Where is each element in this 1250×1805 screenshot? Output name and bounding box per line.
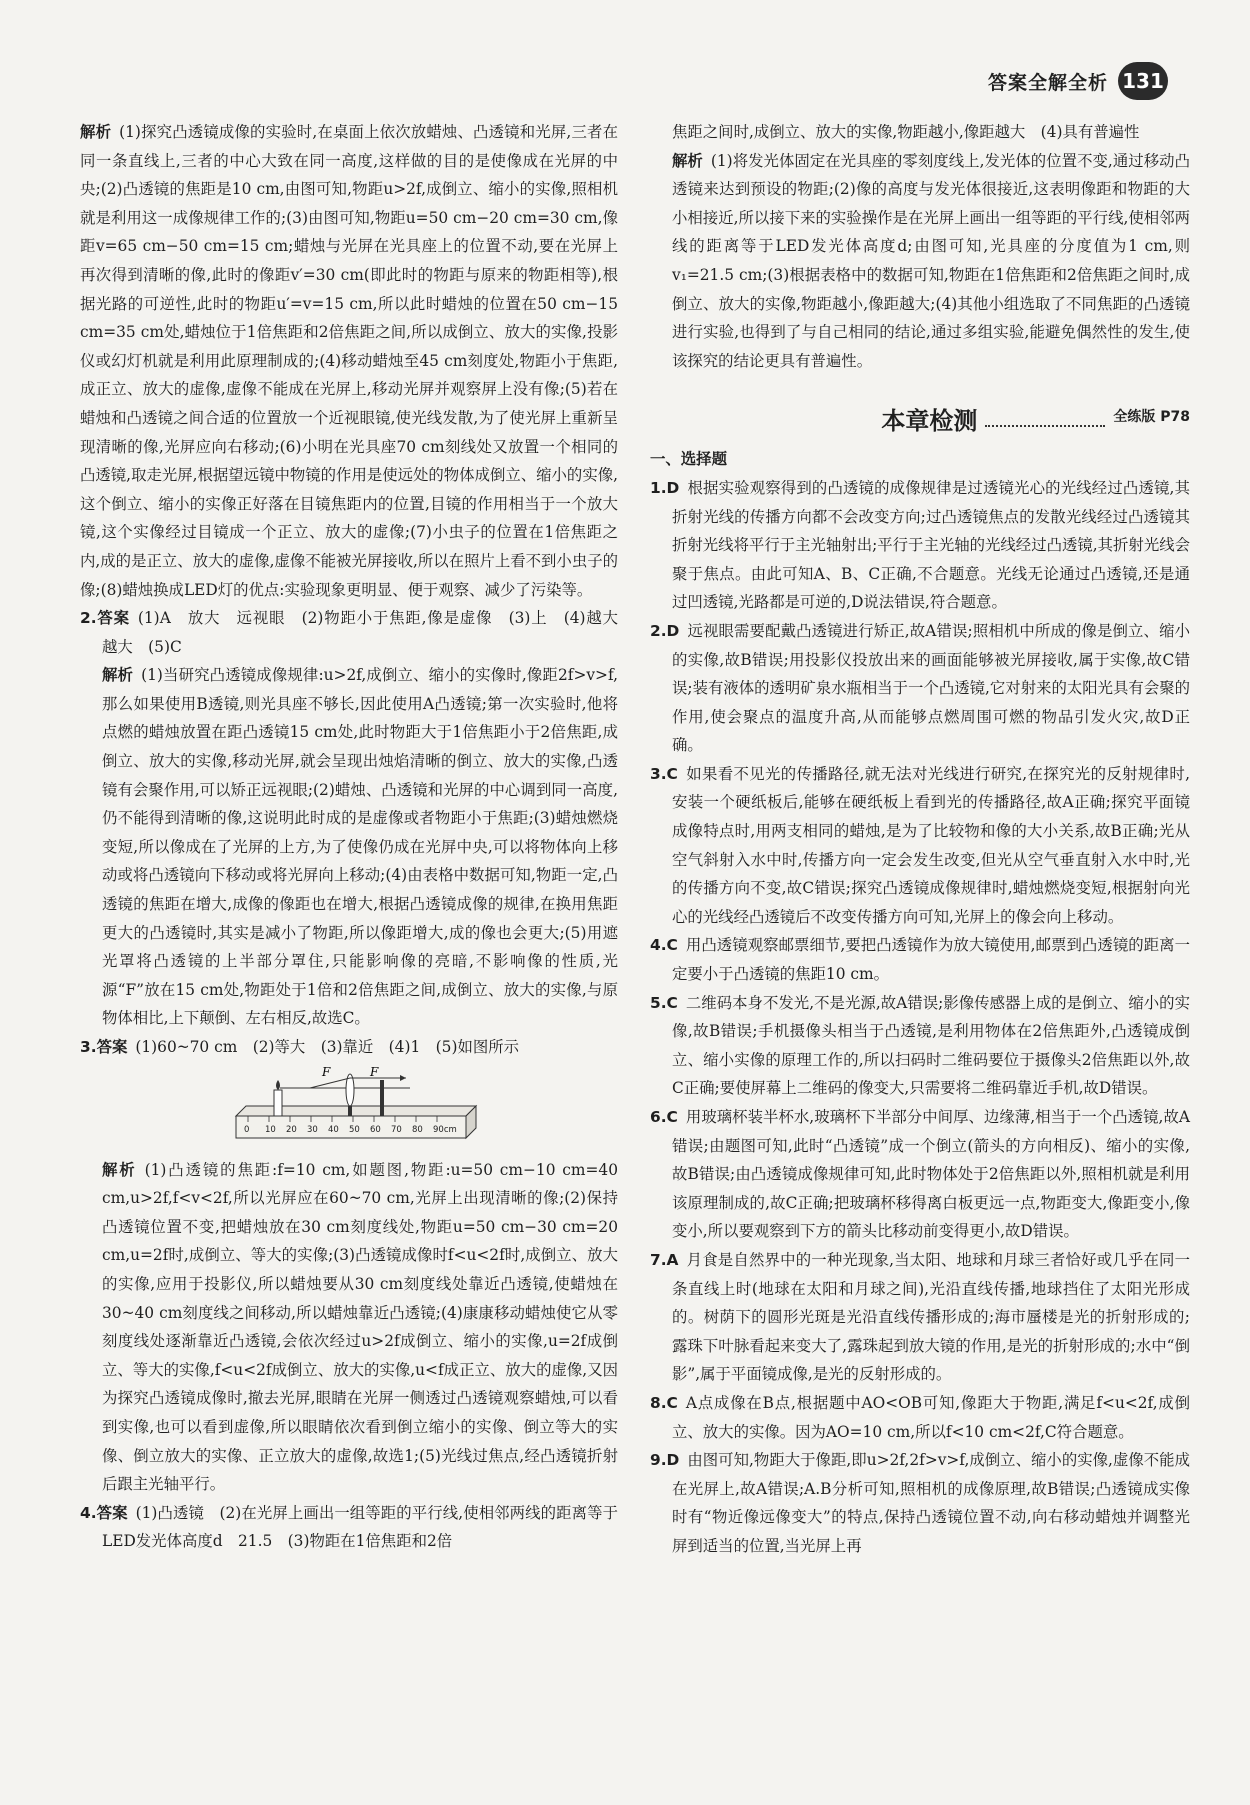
answer-label: 答案 bbox=[96, 1503, 128, 1522]
choice-answer-list bbox=[650, 474, 1190, 1561]
choice-answer-number: 3.C bbox=[650, 764, 678, 783]
bench-tick-label: 40 bbox=[328, 1124, 339, 1135]
choice-answer-number: 8.C bbox=[650, 1393, 678, 1412]
answer-label: 答案 bbox=[96, 609, 130, 628]
choice-answer-number: 2.D bbox=[650, 621, 680, 640]
section-reference: 全练版 P78 bbox=[1113, 408, 1190, 425]
q4-answer-continued: 焦距之间时,成倒立、放大的实像,物距越小,像距越大 (4)具有普遍性 bbox=[672, 123, 1140, 141]
choice-answer-item bbox=[650, 1389, 1190, 1446]
choice-answer-item bbox=[650, 989, 1190, 1103]
analysis-label: 解析 bbox=[672, 151, 703, 170]
analysis-label: 解析 bbox=[102, 1160, 137, 1179]
choice-answer-text: A点成像在B点,根据题中AO<OB可知,像距大于物距,满足f<u<2f,成倒立、放大的实像。因为AO=10 cm,所以f<10 cm<2f,C符合题意。 bbox=[672, 1393, 1190, 1441]
bench-tick-label: 30 bbox=[307, 1124, 318, 1135]
choice-answer-item bbox=[650, 1246, 1190, 1389]
choice-answer-text: 由图可知,物距大于像距,即u>2f,2f>v>f,成倒立、缩小的实像,虚像不能成在光屏上,故A错误;A.B分析可知,照相机的成像原理,故B错误;凸透镜成实像时有“物近像远像变大”的特点,保持凸透镜位置不动,向右移动蜡烛并调整光屏到适当的位置,当光屏上再 bbox=[672, 1451, 1190, 1555]
choice-answer-text: 远视眼需要配戴凸透镜进行矫正,故A错误;照相机中所成的像是倒立、缩小的实像,故B错误;用投影仪投放出来的画面能够被光屏接收,属于实像,故C错误;装有液体的透明矿泉水瓶相当于一个凸透镜,它对射来的太阳光具有会聚的作用,使会聚点的温度升高,从而能够点燃周围可燃的物品引发火灾,故D正确。 bbox=[672, 621, 1190, 755]
q2-answer: 2.答案 (1)A 放大 远视眼 (2)物距小于焦距,像是虚像 (3)上 (4)越大 越大 (5)C bbox=[80, 609, 634, 656]
bench-tick-label: 20 bbox=[286, 1124, 297, 1135]
bench-tick-label: 70 bbox=[391, 1124, 402, 1135]
choice-section-title: 一、选择题 bbox=[650, 450, 727, 469]
q3-number: 3. bbox=[80, 1038, 97, 1056]
bench-tick-label: 60 bbox=[370, 1124, 381, 1135]
choice-answer-text: 用玻璃杯装半杯水,玻璃杯下半部分中间厚、边缘薄,相当于一个凸透镜,故A错误;由题图可知,此时“凸透镜”成一个倒立(箭头的方向相反)、缩小的实像,故B错误;由凸透镜成像规律可知,此时物体处于2倍焦距以外,照相机就是利用该原理制成的,故C正确;把玻璃杯移得离白板更远一点,物距变大,像距变小,像变小,所以要观察到下方的箭头比移动前变得更小,故D错误。 bbox=[672, 1108, 1190, 1241]
choice-answer-item bbox=[650, 760, 1190, 932]
choice-answer-item bbox=[650, 1103, 1190, 1246]
choice-answer-number: 4.C bbox=[650, 936, 678, 955]
optical-bench-diagram bbox=[230, 1066, 490, 1150]
choice-answer-text: 根据实验观察得到的凸透镜的成像规律是过透镜光心的光线经过凸透镜,其折射光线的传播方向都不会改变方向;过凸透镜焦点的发散光线经过凸透镜其折射光线将平行于主光轴射出;平行于主光轴的光线经过凸透镜,其折射光线会聚于焦点。由此可知A、B、C正确,不合题意。光线无论通过凸透镜,还是通过凹透镜,光路都是可逆的,D说法错误,符合题意。 bbox=[672, 478, 1190, 612]
choice-answer-item bbox=[650, 474, 1190, 617]
choice-answer-text: 如果看不见光的传播路径,就无法对光线进行研究,在探究光的反射规律时,安装一个硬纸板后,能够在硬纸板上看到光的传播路径,故A正确;探究平面镜成像特点时,用两支相同的蜡烛,是为了比较物和像的大小关系,故B正确;光从空气斜射入水中时,传播方向一定会发生改变,但光从空气垂直射入水中时,光的传播方向不变,故C错误;探究凸透镜成像规律时,蜡烛燃烧变短,根据射向光心的光线经凸透镜后不改变传播方向可知,光屏上的像会向上移动。 bbox=[672, 764, 1190, 926]
bench-tick-label: 0 bbox=[244, 1124, 250, 1135]
left-column bbox=[80, 118, 634, 1556]
optical-bench-figure bbox=[230, 1066, 490, 1150]
choice-answer-number: 7.A bbox=[650, 1250, 679, 1269]
section-title: 本章检测 bbox=[881, 406, 978, 435]
choice-answer-item bbox=[650, 617, 1190, 760]
choice-answer-text: 二维码本身不发光,不是光源,故A错误;影像传感器上成的是倒立、缩小的实像,故B错误;手机摄像头相当于凸透镜,是利用物体在2倍焦距外,凸透镜成倒立、缩小实像的原理工作的,所以扫码时二维码要位于摄像头2倍焦距以外,故C正确;要使屏幕上二维码的像变大,只需要将二维码靠近手机,故D错误。 bbox=[672, 993, 1190, 1098]
bench-tick-label: 10 bbox=[265, 1124, 276, 1135]
choice-answer-number: 5.C bbox=[650, 993, 678, 1012]
focus-label-right: F bbox=[370, 1065, 379, 1079]
choice-answer-item bbox=[650, 931, 1190, 988]
bench-tick-label: 50 bbox=[349, 1124, 360, 1135]
analysis-label: 解析 bbox=[80, 123, 112, 141]
q4-number: 4. bbox=[80, 1503, 97, 1522]
bench-tick-label: 80 bbox=[412, 1124, 423, 1135]
choice-answer-text: 用凸透镜观察邮票细节,要把凸透镜作为放大镜使用,邮票到凸透镜的距离一定要小于凸透镜的焦距10 cm。 bbox=[672, 936, 1190, 984]
q4-answer: 4.答案 (1)凸透镜 (2)在光屏上画出一组等距的平行线,使相邻两线的距离等于LED发光体高度d 21.5 (3)物距在1倍焦距和2倍 bbox=[80, 1503, 618, 1551]
focus-label-left: F bbox=[322, 1065, 331, 1079]
page-number: 131 bbox=[1118, 62, 1168, 100]
q4-analysis: 解析 (1)将发光体固定在光具座的零刻度线上,发光体的位置不变,通过移动凸透镜来达到预设的物距;(2)像的高度与发光体很接近,这表明像距和物距的大小相接近,所以接下来的实验操作是在光屏上画出一组等距的平行线,使相邻两线的距离等于LED发光体高度d;由图可知,光具座的分度值为1 cm,则v₁=21.5 cm;(3)根据表格中的数据可知,物距在1倍焦距和2倍焦距之间时,成倒立、放大的实像,物距越小,像距越大;(4)其他小组选取了不同焦距的凸透镜进行实验,也得到了与自己相同的结论,通过多组实验,能避免偶然性的发生,使该探究的结论更具有普遍性。 bbox=[672, 151, 1190, 370]
q2-number: 2. bbox=[80, 609, 97, 628]
bench-tick-label: 90cm bbox=[433, 1124, 457, 1135]
chapter-test-heading bbox=[650, 395, 1190, 435]
analysis-label: 解析 bbox=[102, 666, 134, 685]
answer-label: 答案 bbox=[96, 1038, 128, 1056]
choice-answer-text: 月食是自然界中的一种光现象,当太阳、地球和月球三者恰好或几乎在同一条直线上时(地球在太阳和月球之间),光沿直线传播,地球挡住了太阳光形成的。树荫下的圆形光斑是光沿直线传播形成的;海市蜃楼是光的折射形成的;露珠下叶脉看起来变大了,露珠起到放大镜的作用,是光的折射形成的;水中“倒影”,属于平面镜成像,是光的反射形成的。 bbox=[672, 1250, 1190, 1384]
choice-answer-number: 9.D bbox=[650, 1451, 680, 1470]
page-header bbox=[988, 62, 1168, 100]
q2-analysis: 解析 (1)当研究凸透镜成像规律:u>2f,成倒立、缩小的实像时,像距2f>v>f,那么如果使用B透镜,则光具座不够长,因此使用A凸透镜;第一次实验时,他将点燃的蜡烛放置在距凸透镜15 cm处,此时物距大于1倍焦距小于2倍焦距,成倒立、放大的实像,移动光屏,就会呈现出烛焰清晰的倒立、放大的实像,凸透镜有会聚作用,可以矫正远视眼;(2)蜡烛、凸透镜和光屏的中心调到同一高度,仍不能得到清晰的像,这说明此时成的是虚像或者物距小于焦距;(3)蜡烛燃烧变短,所以像成在了光屏的上方,为了使像仍成在光屏中央,可以将物体向上移动或将凸透镜向下移动或将光屏向上移动;(4)由表格中数据可知,物距一定,凸透镜的焦距在增大,成像的像距也在增大,根据凸透镜成像的规律,在换用焦距更大的凸透镜时,其实是减小了物距,所以像距增大,成的像也会更大;(5)用遮光罩将凸透镜的上半部分罩住,只能影响像的亮暗,不影响像的性质,光源“F”放在15 cm处,物距处于1倍和2倍焦距之间,成倒立、放大的实像,与原物体相比,上下颠倒、左右相反,故选C。 bbox=[102, 666, 618, 1028]
choice-answer-item bbox=[650, 1446, 1190, 1560]
header-title: 答案全解全析 bbox=[987, 71, 1108, 94]
q1-analysis: 解析 (1)探究凸透镜成像的实验时,在桌面上依次放蜡烛、凸透镜和光屏,三者在同一条直线上,三者的中心大致在同一高度,这样做的目的是使像成在光屏的中央;(2)凸透镜的焦距是10 cm,由图可知,物距u>2f,成倒立、缩小的实像,照相机就是利用这一成像规律工作的;(3)由图可知,物距u=50 cm−20 cm=30 cm,像距v=65 cm−50 cm=15 cm;蜡烛与光屏在光具座上的位置不动,要在光屏上再次得到清晰的像,此时的像距v′=30 cm(即此时的物距与原来的物距相等),根据光路的可逆性,此时的物距u′=v=15 cm,所以此时蜡烛的位置在50 cm−15 cm=35 cm处,蜡烛位于1倍焦距和2倍焦距之间,所以成倒立、放大的实像,投影仪或幻灯机就是利用此原理制成的;(4)移动蜡烛至45 cm刻度处,物距小于焦距,成正立、放大的虚像,虚像不能成在光屏上,移动光屏并观察屏上没有像;(5)若在蜡烛和凸透镜之间合适的位置放一个近视眼镜,使光线发散,为了使光屏上重新呈现清晰的像,光屏应向右移动;(6)小明在光具座70 cm刻线处又放置一个相同的凸透镜,取走光屏,根据望远镜中物镜的作用是使远处的物体成倒立、缩小的实像,这个倒立、缩小的实像正好落在目镜焦距内的位置,目镜的作用相当于一个放大镜,这个实像经过目镜成一个正立、放大的虚像;(7)小虫子的位置在1倍焦距之内,成的是正立、放大的虚像,虚像不能被光屏接收,所以在照片上看不到小虫子的像;(8)蜡烛换成LED灯的优点:实验现象更明显、便于观察、减少了污染等。 bbox=[80, 123, 618, 599]
choice-answer-number: 6.C bbox=[650, 1108, 678, 1126]
q3-answer: 3.答案 (1)60~70 cm (2)等大 (3)靠近 (4)1 (5)如图所示 bbox=[80, 1038, 520, 1056]
right-column bbox=[650, 118, 1190, 1561]
choice-answer-number: 1.D bbox=[650, 478, 680, 497]
q3-analysis: 解析 (1)凸透镜的焦距:f=10 cm,如题图,物距:u=50 cm−10 cm=40 cm,u>2f,f<v<2f,所以光屏应在60~70 cm,光屏上出现清晰的像;(2)保持凸透镜位置不变,把蜡烛放在30 cm刻度线处,物距u=50 cm−30 cm=20 cm,u=2f时,成倒立、等大的实像;(3)凸透镜成像时f<u<2f时,成倒立、放大的实像,应用于投影仪,所以蜡烛要从30 cm刻度线处靠近凸透镜,使蜡烛在30~40 cm刻度线之间移动,所以蜡烛靠近凸透镜;(4)康康移动蜡烛使它从零刻度线处逐渐靠近凸透镜,会依次经过u>2f成倒立、缩小的实像,u=2f成倒立、等大的实像,f<u<2f成倒立、放大的实像,u<f成正立、放大的虚像,又因为探究凸透镜成像时,撤去光屏,眼睛在光屏一侧透过凸透镜观察蜡烛,可以看到实像,也可以看到虚像,所以眼睛依次看到倒立缩小的实像、倒立等大的实像、倒立放大的实像、正立放大的虚像,故选1;(5)光线过焦点,经凸透镜折射后跟主光轴平行。 bbox=[102, 1160, 618, 1494]
dotted-leader bbox=[985, 425, 1105, 427]
